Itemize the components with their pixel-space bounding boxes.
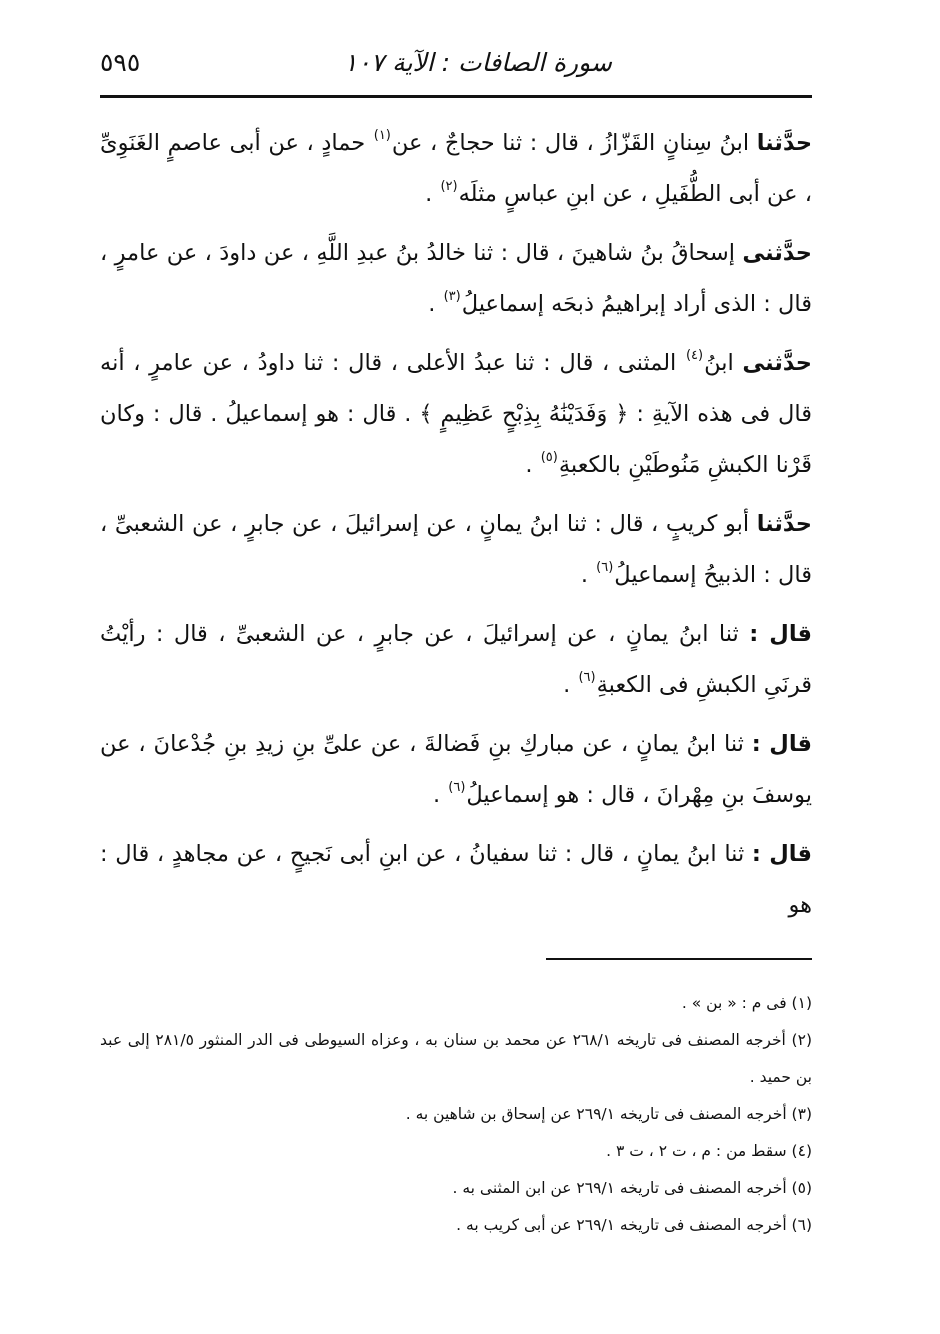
paragraph-lead: حدَّثنا xyxy=(756,511,812,537)
main-text xyxy=(100,118,812,939)
header-rule xyxy=(100,95,812,98)
footnote: (٤) سقط من : م ، ت ٢ ، ت ٣ . xyxy=(606,1142,812,1160)
paragraph-lead: قال : xyxy=(751,731,812,757)
paragraph-lead: حدَّثنا xyxy=(756,130,813,156)
footnote: (١) فى م : « بن » . xyxy=(681,994,812,1012)
paragraph-text: . xyxy=(580,562,588,588)
paragraph-text: . xyxy=(432,782,441,808)
paragraph-text: . xyxy=(425,181,433,207)
paragraph-text: حمادٍ ، عن أبى عاصمٍ الغَنَوِىِّ ، عن أبى الطُّفَيلِ ، عن ابنِ عباسٍ مثلَه xyxy=(100,130,812,207)
paragraph xyxy=(100,719,812,821)
footnote: (٦) أخرجه المصنف فى تاريخه ٢٦٩/١ عن أبى كريب به . xyxy=(456,1216,812,1234)
footnote-ref: (٣) xyxy=(443,289,461,304)
footnote-ref: (٦) xyxy=(448,780,466,795)
paragraph-lead: قال : xyxy=(749,621,813,647)
paragraph-lead: قال : xyxy=(751,841,812,867)
paragraph-lead: حدَّثنى xyxy=(742,240,813,266)
footnote-ref: (٥) xyxy=(540,450,558,465)
running-header xyxy=(100,44,812,88)
paragraph-lead: حدَّثنى xyxy=(742,350,813,376)
paragraph-text: أبو كريبٍ ، قال : ثنا ابنُ يمانٍ ، عن إسرائيلَ ، عن جابرٍ ، عن الشعبىِّ ، قال : الذبيحُ إسماعيلُ xyxy=(100,511,812,588)
footnote: (٥) أخرجه المصنف فى تاريخه ٢٦٩/١ عن ابن المثنى به . xyxy=(452,1179,812,1197)
paragraph-text: ثنا ابنُ يمانٍ ، قال : ثنا سفيانُ ، عن ابنِ أبى نَجيحٍ ، عن مجاهدٍ ، قال : هو xyxy=(100,841,812,918)
paragraph-text: ثنا ابنُ يمانٍ ، عن مباركِ بنِ فَضالةَ ، عن علىِّ بنِ زيدِ بنِ جُدْعانَ ، عن يوسفَ بنِ مِهْرانَ ، قال : هو إسماعيلُ xyxy=(100,731,812,808)
paragraph-text: ابنُ xyxy=(704,350,734,376)
paragraph xyxy=(100,829,812,931)
paragraph-text: . xyxy=(563,672,571,698)
paragraph xyxy=(100,118,812,220)
paragraph xyxy=(100,609,812,711)
paragraph-text: ثنا ابنُ يمانٍ ، عن إسرائيلَ ، عن جابرٍ ، عن الشعبىِّ ، قال : رأيْتُ قرنَىِ الكبشِ فى الكعبةِ xyxy=(100,621,812,698)
paragraph-text: . xyxy=(428,291,436,317)
footnote-rule xyxy=(546,958,812,960)
footnote-ref: (٦) xyxy=(578,670,596,685)
paragraph-text: ابنُ سِنانٍ القَزّازُ ، قال : ثنا حجاجٌ ، عن xyxy=(391,130,750,156)
header-title: سورة الصافات : الآية ١٠٧ xyxy=(343,48,612,77)
footnote-ref: (١) xyxy=(373,128,391,143)
paragraph-text: المثنى ، قال : ثنا عبدُ الأعلى ، قال : ثنا داودُ ، عن عامرٍ ، أنه قال فى هذه الآيةِ : ﴿ وَفَدَيْنَٰهُ بِذِبْحٍ عَظِيمٍ ﴾ . قال : هو إسماعيلُ . قال : وكان قَرْنا الكبشِ مَنُوطَيْنِ بالكعبةِ xyxy=(100,350,812,478)
footnote-ref: (٤) xyxy=(685,348,704,363)
footnote: (٣) أخرجه المصنف فى تاريخه ٢٦٩/١ عن إسحاق بن شاهين به . xyxy=(405,1105,812,1123)
paragraph-text: إسحاقُ بنُ شاهينَ ، قال : ثنا خالدُ بنُ عبدِ اللَّهِ ، عن داودَ ، عن عامرٍ ، قال : الذى أراد إبراهيمُ ذبحَه إسماعيلُ xyxy=(100,240,812,317)
paragraph xyxy=(100,499,812,601)
footnote-ref: (٦) xyxy=(596,560,614,575)
paragraph xyxy=(100,228,812,330)
footnote: (٢) أخرجه المصنف فى تاريخه ٢٦٨/١ عن محمد بن سنان به ، وعزاه السيوطى فى الدر المنثور ٢٨١/٥ إلى عبد بن حميد . xyxy=(100,1031,812,1086)
page-number: ٥٩٥ xyxy=(100,48,141,77)
paragraph-text: . xyxy=(525,452,533,478)
footnote-ref: (٢) xyxy=(440,179,458,194)
footnotes xyxy=(100,985,812,1244)
paragraph xyxy=(100,338,812,491)
